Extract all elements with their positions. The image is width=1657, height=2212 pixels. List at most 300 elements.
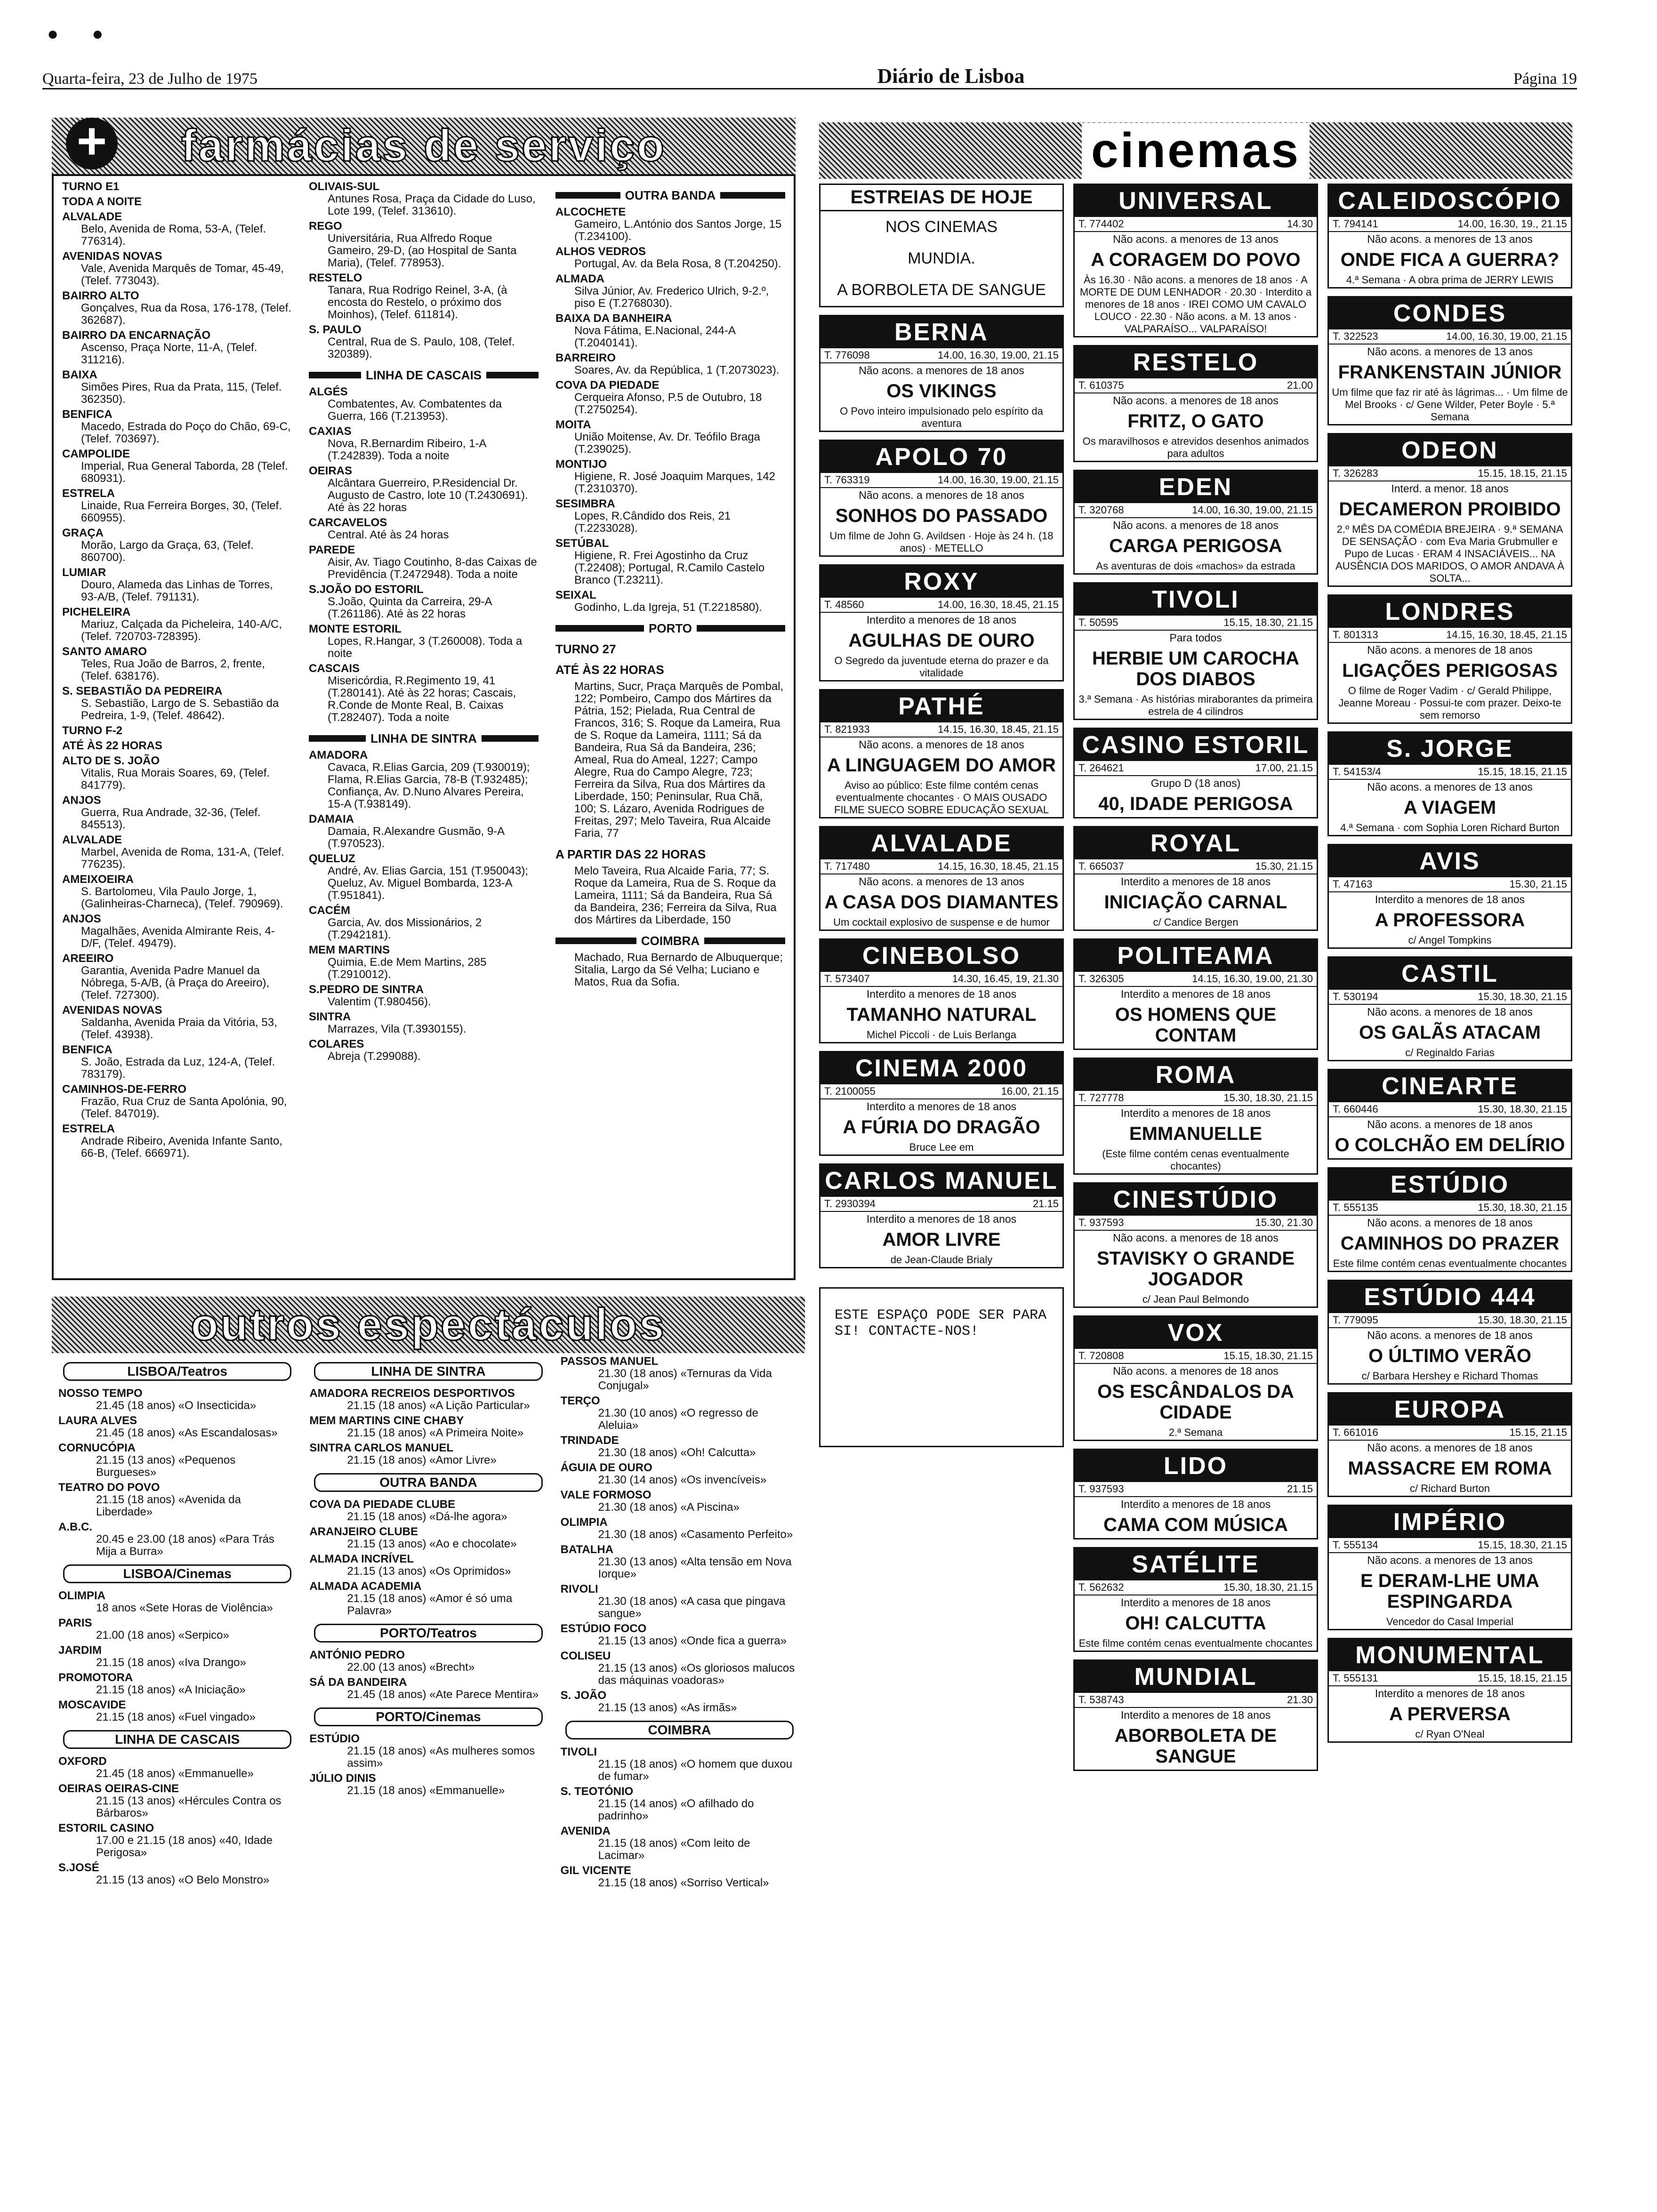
pharmacy-place: SEIXAL bbox=[555, 589, 596, 601]
cinema-info-line bbox=[1075, 1349, 1317, 1364]
venue-show: 21.15 (13 anos) «Ao e chocolate» bbox=[347, 1538, 517, 1550]
film-title: A VIAGEM bbox=[1403, 797, 1496, 818]
pharmacy-entry bbox=[309, 1038, 539, 1063]
pharmacy-detail: Cerqueira Afonso, P.5 de Outubro, 18 (T.2750254). bbox=[574, 391, 762, 416]
venue-name: PROMOTORA bbox=[58, 1671, 133, 1684]
cinema-info-line bbox=[1329, 877, 1571, 892]
cinema-times: 21.00 bbox=[1287, 379, 1313, 391]
venue-name: PARIS bbox=[58, 1617, 92, 1629]
porto-turno: TURNO 27 bbox=[555, 642, 616, 656]
cinema-card bbox=[1073, 728, 1318, 818]
venue-show: 18 anos «Sete Horas de Violência» bbox=[96, 1602, 273, 1614]
age-classification: Interdito a menores de 18 anos bbox=[1375, 893, 1525, 906]
pharmacy-entry bbox=[62, 409, 292, 445]
venue-entry bbox=[561, 1489, 798, 1514]
porto-after-22-text: Melo Taveira, Rua Alcaide Faria, 77; S. Roque da Lameira, Rua de S. Roque da Lameira, 1111; Sá da Bandeira, Rua Sá da Bandeira, 236; Ferreira da Silva, Rua dos Mártires da Liberdade, 150 bbox=[574, 865, 777, 926]
pharmacy-detail: S. Sebastião, Largo de S. Sebastião da Pedreira, 1-9, (Telef. 48642). bbox=[81, 697, 279, 722]
cinema-info-line bbox=[820, 598, 1062, 613]
film-title: SONHOS DO PASSADO bbox=[835, 505, 1048, 526]
pharmacy-place: ALTO DE S. JOÃO bbox=[62, 754, 160, 767]
venue-name: MOSCAVIDE bbox=[58, 1699, 126, 1711]
pharmacy-entry bbox=[309, 663, 539, 724]
cinema-info-line bbox=[1075, 1216, 1317, 1231]
pharmacy-place: ALCOCHETE bbox=[555, 206, 626, 218]
cinema-card bbox=[1327, 296, 1572, 425]
cinema-phone: T. 2930394 bbox=[824, 1198, 876, 1210]
venue-name: PASSOS MANUEL bbox=[560, 1355, 659, 1368]
pharmacy-detail: Mariuz, Calçada da Picheleira, 140-A/C, (Telef. 720703-728395). bbox=[81, 618, 282, 643]
pharmacy-place: COVA DA PIEDADE bbox=[555, 379, 660, 392]
pharmacy-place: AVENIDAS NOVAS bbox=[62, 1004, 162, 1017]
venue-show: 21.45 (18 anos) «Ate Parece Mentira» bbox=[347, 1688, 539, 1701]
section-heading: PORTO bbox=[555, 622, 785, 634]
venue-group-heading: LISBOA/Cinemas bbox=[63, 1564, 291, 1583]
age-classification: Interdito a menores de 18 anos bbox=[1375, 1687, 1525, 1699]
pharmacy-entry bbox=[309, 749, 539, 810]
cinema-info-line bbox=[1329, 990, 1571, 1005]
pharmacy-place: AMADORA bbox=[309, 749, 368, 761]
coimbra-text: Machado, Rua Bernardo de Albuquerque; Sitalia, Largo da Sé Velha; Luciano e Matos, Rua da Sofia. bbox=[574, 951, 783, 988]
film-notes: 2.ª Semana bbox=[1168, 1427, 1223, 1438]
age-classification: Interdito a menores de 18 anos bbox=[1120, 1596, 1271, 1609]
newspaper-title: Diário de Lisboa bbox=[877, 64, 1025, 88]
film-notes: c/ Reginaldo Farias bbox=[1405, 1047, 1495, 1058]
pharmacy-detail: Vale, Avenida Marquês de Tomar, 45-49, (Telef. 773043). bbox=[81, 262, 284, 287]
film-title: A CORAGEM DO POVO bbox=[1091, 249, 1301, 270]
cinema-times: 21.15 bbox=[1032, 1198, 1059, 1210]
venue-group-heading: LINHA DE SINTRA bbox=[314, 1362, 542, 1381]
pharmacy-detail: Garcia, Av. dos Missionários, 2 (T.2942181). bbox=[328, 916, 482, 941]
estreias-line: NOS CINEMAS bbox=[885, 218, 998, 236]
cinema-times: 15.15, 18.30, 21.15 bbox=[1223, 1350, 1313, 1362]
venue-name: COVA DA PIEDADE CLUBE bbox=[309, 1498, 456, 1511]
cinema-card bbox=[1073, 1449, 1318, 1539]
venue-show: 21.15 (18 anos) «Fuel vingado» bbox=[96, 1711, 256, 1723]
pharmacy-entry bbox=[62, 913, 292, 950]
film-title: INICIAÇÃO CARNAL bbox=[1104, 892, 1287, 913]
venue-name: S.JOSÉ bbox=[58, 1861, 99, 1874]
cinema-name: UNIVERSAL bbox=[1075, 185, 1317, 217]
venue-entry bbox=[561, 1544, 798, 1580]
cinema-name: APOLO 70 bbox=[820, 441, 1062, 473]
venue-name: S. TEOTÓNIO bbox=[560, 1785, 634, 1798]
cinema-card bbox=[1327, 1280, 1572, 1385]
venue-show: 20.45 e 23.00 (18 anos) «Para Trás Mija a Burra» bbox=[96, 1533, 274, 1558]
pharmacy-place: CAMINHOS-DE-FERRO bbox=[62, 1083, 186, 1096]
pharmacy-detail: Guerra, Rua Andrade, 32-36, (Telef. 845513). bbox=[81, 806, 261, 831]
cinema-name: ROMA bbox=[1075, 1059, 1317, 1091]
cinema-name: ALVALADE bbox=[820, 827, 1062, 859]
pharmacy-entry bbox=[309, 813, 539, 850]
pharmacy-place: PAREDE bbox=[309, 544, 355, 556]
pharmacy-detail: Linaide, Rua Ferreira Borges, 30, (Telef. 660955). bbox=[81, 499, 282, 524]
film-title: OS HOMENS QUE CONTAM bbox=[1115, 1004, 1277, 1046]
cinema-phone: T. 610375 bbox=[1078, 379, 1124, 391]
venue-entry bbox=[58, 1442, 296, 1479]
venue-entry bbox=[561, 1435, 798, 1459]
film-notes: Às 16.30 · Não acons. a menores de 18 anos · A MORTE DE DUM LENHADOR · 20.30 · Interdito a menores de 18 anos · IREI COMO UM CAVALO LOUCO · 22.30 · Não acons. a M. 13 anos · VALPARAÍSO... VALPARAÍSO! bbox=[1079, 274, 1312, 335]
estreias-line: A BORBOLETA DE SANGUE bbox=[837, 281, 1046, 299]
venue-entry bbox=[58, 1672, 296, 1696]
section-heading: LINHA DE SINTRA bbox=[309, 732, 539, 745]
cinema-name: AVIS bbox=[1329, 845, 1571, 877]
venue-name: NOSSO TEMPO bbox=[58, 1387, 143, 1400]
pharmacy-entry bbox=[309, 853, 539, 902]
cinema-info-line bbox=[1075, 1482, 1317, 1497]
cinema-phone: T. 322523 bbox=[1333, 330, 1378, 342]
film-title: OH! CALCUTTA bbox=[1125, 1613, 1266, 1634]
cinema-info-line bbox=[820, 1084, 1062, 1099]
cinema-card bbox=[1073, 1058, 1318, 1175]
pharmacy-detail: Macedo, Estrada do Poço do Chão, 69-C, (Telef. 703697). bbox=[81, 420, 291, 445]
cinema-name: LIDO bbox=[1075, 1450, 1317, 1482]
film-title: CARGA PERIGOSA bbox=[1109, 536, 1282, 556]
cinema-phone: T. 573407 bbox=[824, 973, 870, 985]
venue-show: 21.15 (18 anos) «Dá-lhe agora» bbox=[347, 1510, 507, 1523]
pharmacy-entry bbox=[62, 1004, 292, 1041]
film-title: ABORBOLETA DE SANGUE bbox=[1114, 1725, 1277, 1767]
pharmacy-entry bbox=[62, 685, 292, 722]
pharmacy-place: ESTRELA bbox=[62, 487, 115, 500]
cinema-times: 14.00, 16.30, 19., 21.15 bbox=[1457, 218, 1567, 230]
pharmacy-entry bbox=[555, 313, 785, 349]
venue-entry bbox=[561, 1786, 798, 1822]
cinema-card bbox=[1327, 1505, 1572, 1630]
pharmacy-place: GRAÇA bbox=[62, 527, 104, 539]
venue-show: 21.15 (13 anos) «Onde fica a guerra» bbox=[598, 1635, 787, 1647]
pharmacy-place: ALHOS VEDROS bbox=[555, 245, 646, 258]
pharmacy-entry bbox=[555, 273, 785, 310]
venue-name: OEIRAS OEIRAS-CINE bbox=[58, 1782, 179, 1795]
cinema-phone: T. 717480 bbox=[824, 860, 870, 872]
pharmacy-detail: Central, Rua de S. Paulo, 108, (Telef. 320389). bbox=[328, 336, 515, 361]
cinema-card bbox=[1073, 1182, 1318, 1308]
venue-entry bbox=[58, 1387, 296, 1412]
venue-show: 21.15 (13 anos) «Pequenos Burgueses» bbox=[96, 1454, 236, 1479]
cinema-info-line bbox=[820, 859, 1062, 874]
pharmacy-entry bbox=[62, 211, 292, 248]
pharmacy-place: SETÚBAL bbox=[555, 537, 609, 550]
cinema-card bbox=[1073, 1315, 1318, 1441]
film-notes: 3.ª Semana · As histórias miraborantes da primeira estrela de 4 cilindros bbox=[1078, 693, 1313, 717]
cinema-info-line bbox=[1075, 616, 1317, 631]
pharmacy-entry bbox=[309, 944, 539, 981]
venue-show: 21.15 (18 anos) «Avenida da Liberdade» bbox=[96, 1493, 241, 1518]
film-notes: Um filme que faz rir até às lágrimas... · Um filme de Mel Brooks · c/ Gene Wilder, Peter Boyle · 5.ª Semana bbox=[1332, 386, 1568, 423]
pharmacy-place: S.PEDRO DE SINTRA bbox=[309, 983, 424, 996]
venue-name: OLIMPIA bbox=[58, 1589, 105, 1602]
venue-name: A.B.C. bbox=[58, 1521, 92, 1533]
pharmacy-entry bbox=[62, 725, 292, 737]
cinema-card bbox=[819, 315, 1064, 432]
film-title: STAVISKY O GRANDE JOGADOR bbox=[1096, 1248, 1295, 1290]
venue-name: LAURA ALVES bbox=[58, 1414, 137, 1427]
cinema-times: 15.30, 18.30, 21.15 bbox=[1478, 991, 1567, 1002]
cinema-times: 15.30, 21.15 bbox=[1255, 860, 1313, 872]
cinema-column-3 bbox=[1327, 184, 1572, 1750]
pharmacy-place: CARCAVELOS bbox=[309, 516, 387, 529]
venue-show: 21.15 (18 anos) «A Primeira Noite» bbox=[347, 1427, 524, 1439]
venue-name: SINTRA CARLOS MANUEL bbox=[309, 1442, 454, 1454]
cinema-card bbox=[1073, 345, 1318, 462]
pharmacy-detail: Gameiro, L.António dos Santos Jorge, 15 (T.234100). bbox=[574, 218, 782, 243]
venue-entry bbox=[58, 1699, 296, 1723]
venue-name: OXFORD bbox=[58, 1755, 107, 1768]
venue-name: ESTORIL CASINO bbox=[58, 1822, 154, 1835]
film-title: 40, IDADE PERIGOSA bbox=[1098, 793, 1293, 814]
pharmacy-detail: Silva Júnior, Av. Frederico Ulrich, 9-2.º, piso E (T.2768030). bbox=[574, 285, 769, 310]
cinema-times: 14.00, 16.30, 18.45, 21.15 bbox=[938, 599, 1059, 610]
pharmacy-place: AMEIXOEIRA bbox=[62, 873, 134, 886]
pharmacy-detail: Abreja (T.299088). bbox=[328, 1050, 421, 1063]
pharmacy-place: ALVALADE bbox=[62, 210, 122, 223]
cinema-card bbox=[819, 564, 1064, 681]
venue-entry bbox=[561, 1623, 798, 1647]
cinema-phone: T. 727778 bbox=[1078, 1092, 1124, 1104]
cinema-times: 15.15, 18.15, 21.15 bbox=[1478, 467, 1567, 479]
cinema-name: CINEMA 2000 bbox=[820, 1052, 1062, 1084]
cinema-card bbox=[819, 1163, 1064, 1268]
age-classification: Não acons. a menores de 18 anos bbox=[1113, 394, 1279, 407]
age-classification: Não acons. a menores de 18 anos bbox=[1367, 1118, 1533, 1130]
pharmacy-place: PICHELEIRA bbox=[62, 606, 131, 618]
cinema-phone: T. 2100055 bbox=[824, 1085, 876, 1097]
cinema-times: 15.30, 18.30, 21.15 bbox=[1223, 1092, 1313, 1104]
cinema-card bbox=[819, 440, 1064, 557]
pharmacy-banner: farmácias de serviço bbox=[52, 118, 796, 174]
cinema-phone: T. 54153/4 bbox=[1333, 766, 1381, 777]
cinema-times: 15.30, 18.30, 21.15 bbox=[1478, 1103, 1567, 1115]
pharmacy-entry bbox=[555, 419, 785, 456]
venue-show: 21.30 (18 anos) «A casa que pingava sangue» bbox=[598, 1595, 786, 1620]
film-notes: Bruce Lee em bbox=[909, 1141, 974, 1153]
venue-name: ALMADA ACADEMIA bbox=[309, 1580, 422, 1593]
venue-show: 21.15 (18 anos) «Iva Drango» bbox=[96, 1656, 246, 1669]
section-heading: LINHA DE CASCAIS bbox=[309, 369, 539, 381]
pharmacy-place: OLIVAIS-SUL bbox=[309, 180, 380, 193]
pharmacy-detail: Magalhães, Avenida Almirante Reis, 4-D/F, (Telef. 49479). bbox=[81, 925, 275, 950]
pharmacy-entry bbox=[309, 544, 539, 581]
pharmacy-place: COLARES bbox=[309, 1038, 364, 1050]
film-notes: Um filme de John G. Avildsen · Hoje às 24 h. (18 anos) · METELLO bbox=[829, 530, 1054, 554]
pharmacy-detail: Nova, R.Bernardim Ribeiro, 1-A (T.242839). Toda a noite bbox=[328, 437, 486, 462]
cinema-phone: T. 50595 bbox=[1078, 617, 1118, 628]
venue-entry bbox=[309, 1499, 547, 1523]
cinema-info-line bbox=[1329, 329, 1571, 345]
film-title: TAMANHO NATURAL bbox=[846, 1004, 1037, 1025]
venue-name: AMADORA RECREIOS DESPORTIVOS bbox=[309, 1387, 515, 1400]
venue-show: 21.15 (18 anos) «Com leito de Lacimar» bbox=[598, 1837, 750, 1862]
cinema-card bbox=[1327, 1392, 1572, 1497]
pharmacy-entry bbox=[62, 834, 292, 871]
film-notes: Michel Piccoli · de Luis Berlanga bbox=[867, 1029, 1016, 1041]
cinema-info-line bbox=[1329, 1201, 1571, 1216]
venue-entry bbox=[58, 1590, 296, 1614]
venue-entry bbox=[561, 1746, 798, 1783]
cinema-name: TIVOLI bbox=[1075, 584, 1317, 616]
film-notes: Vencedor do Casal Imperial bbox=[1386, 1616, 1514, 1627]
pharmacy-entry bbox=[62, 448, 292, 485]
film-notes: Este filme contém cenas eventualmente chocantes bbox=[1333, 1258, 1567, 1269]
film-notes: 4.ª Semana · com Sophia Loren Richard Burton bbox=[1340, 822, 1560, 834]
pharmacy-entry bbox=[62, 290, 292, 327]
pharmacy-detail: Quimia, E.de Mem Martins, 285 (T.2910012). bbox=[328, 956, 487, 981]
cinema-info-line bbox=[1075, 378, 1317, 393]
pharmacy-detail: Lopes, R.Cândido dos Reis, 21 (T.2233028). bbox=[574, 510, 731, 535]
venue-name: AVENIDA bbox=[560, 1825, 611, 1837]
cinema-info-line bbox=[1075, 503, 1317, 518]
cinema-info-line bbox=[1329, 217, 1571, 232]
venue-show: 21.30 (13 anos) «Alta tensão em Nova Iorque» bbox=[598, 1555, 792, 1580]
cinema-info-line bbox=[1329, 1102, 1571, 1117]
venue-entry bbox=[561, 1462, 798, 1486]
pharmacy-place: LUMIAR bbox=[62, 566, 106, 579]
venue-name: TIVOLI bbox=[560, 1746, 597, 1758]
venue-name: OLIMPIA bbox=[560, 1516, 608, 1529]
film-notes: O filme de Roger Vadim · c/ Gerald Philippe, Jeanne Moreau · Possui-te com prazer. Deixo-te sem remorso bbox=[1338, 685, 1561, 721]
cinema-card bbox=[819, 826, 1064, 931]
film-title: A LINGUAGEM DO AMOR bbox=[827, 755, 1056, 776]
venue-name: ALMADA INCRÍVEL bbox=[309, 1553, 414, 1565]
venue-entry bbox=[561, 1650, 798, 1687]
cinema-times: 15.15, 18.15, 21.15 bbox=[1478, 1672, 1567, 1684]
pharmacy-place: BENFICA bbox=[62, 1043, 113, 1056]
age-classification: Não acons. a menores de 13 anos bbox=[859, 875, 1024, 888]
cinema-times: 17.00, 21.15 bbox=[1255, 762, 1313, 774]
cinema-info-line bbox=[820, 348, 1062, 363]
film-title: MASSACRE EM ROMA bbox=[1348, 1458, 1552, 1479]
venue-entry bbox=[309, 1553, 547, 1578]
film-title: CAMA COM MÚSICA bbox=[1103, 1515, 1288, 1535]
pharmacy-detail: Alcântara Guerreiro, P.Residencial Dr. Augusto de Castro, lote 10 (T.2430691). Até às 22 horas bbox=[328, 477, 528, 514]
venue-show: 21.30 (14 anos) «Os invencíveis» bbox=[598, 1474, 767, 1486]
pharmacy-entry bbox=[555, 379, 785, 416]
cinema-card bbox=[1327, 1167, 1572, 1272]
pharmacy-entry bbox=[309, 1011, 539, 1035]
venue-name: MEM MARTINS CINE CHABY bbox=[309, 1414, 464, 1427]
pharmacy-detail: Andrade Ribeiro, Avenida Infante Santo, 66-B, (Telef. 666971). bbox=[81, 1135, 282, 1160]
age-classification: Não acons. a menores de 13 anos bbox=[1367, 345, 1533, 358]
cinema-times: 15.30, 18.30, 21.15 bbox=[1478, 1314, 1567, 1326]
pharmacy-entry bbox=[62, 953, 292, 1002]
cinema-name: EDEN bbox=[1075, 471, 1317, 503]
cinema-info-line bbox=[1075, 1580, 1317, 1595]
venue-group-heading: PORTO/Teatros bbox=[314, 1624, 542, 1643]
pharmacy-entry bbox=[555, 498, 785, 535]
cinema-card bbox=[1327, 1069, 1572, 1160]
pharmacy-detail: Higiene, R. Frei Agostinho da Cruz (T.22408); Portugal, R.Camilo Castelo Branco (T.23211). bbox=[574, 549, 765, 586]
cinema-card bbox=[1327, 956, 1572, 1061]
cinema-card bbox=[819, 938, 1064, 1043]
film-notes: c/ Candice Bergen bbox=[1153, 916, 1239, 928]
cinema-times: 14.15, 16.30, 19.00, 21.30 bbox=[1192, 973, 1313, 985]
cinema-card bbox=[1073, 938, 1318, 1050]
venue-name: BATALHA bbox=[560, 1543, 614, 1556]
pharmacy-entry bbox=[309, 517, 539, 541]
cinema-times: 14.00, 16.30, 19.00, 21.15 bbox=[938, 474, 1059, 486]
age-classification: Interdito a menores de 18 anos bbox=[1120, 1107, 1271, 1119]
venue-entry bbox=[309, 1387, 547, 1412]
film-title: EMMANUELLE bbox=[1129, 1123, 1263, 1144]
pharmacy-entry bbox=[555, 246, 785, 270]
cinema-times: 15.15, 18.30, 21.15 bbox=[1478, 1539, 1567, 1551]
venue-show: 21.30 (10 anos) «O regresso de Aleluia» bbox=[598, 1407, 758, 1432]
venue-entry bbox=[309, 1415, 547, 1439]
cinemas-banner: cinemas bbox=[819, 122, 1572, 179]
pharmacy-place: BAIRRO ALTO bbox=[62, 289, 139, 302]
pharmacy-entry bbox=[309, 220, 539, 269]
pharmacy-entry bbox=[309, 984, 539, 1008]
pharmacy-place: MONTIJO bbox=[555, 458, 607, 471]
venue-name: VALE FORMOSO bbox=[560, 1489, 652, 1501]
cinema-column-2 bbox=[1073, 184, 1318, 1779]
venue-show: 21.15 (18 anos) «Sorriso Vertical» bbox=[598, 1876, 769, 1889]
film-notes: c/ Richard Burton bbox=[1410, 1483, 1490, 1494]
cinema-phone: T. 801313 bbox=[1333, 629, 1378, 641]
age-classification: Interdito a menores de 18 anos bbox=[866, 614, 1017, 626]
pharmacy-place: S. PAULO bbox=[309, 323, 362, 336]
cinema-name: CINEBOLSO bbox=[820, 940, 1062, 972]
pharmacy-detail: Marbel, Avenida de Roma, 131-A, (Telef. 776235). bbox=[81, 846, 284, 871]
cinema-name: BERNA bbox=[820, 316, 1062, 348]
pharmacy-detail: Damaia, R.Alexandre Gusmão, 9-A (T.970523). bbox=[328, 825, 504, 850]
venue-entry bbox=[309, 1526, 547, 1550]
cinema-phone: T. 763319 bbox=[824, 474, 870, 486]
film-notes: Aviso ao público: Este filme contém cenas eventualmente chocantes · O MAIS OUSADO FILME SUECO SOBRE EDUCAÇÃO SEXUAL bbox=[834, 779, 1049, 816]
pharmacy-column-lisbon bbox=[54, 176, 300, 1278]
pharmacy-detail: Portugal, Av. da Bela Rosa, 8 (T.204250). bbox=[574, 257, 781, 270]
pharmacy-entry bbox=[555, 206, 785, 243]
cinema-times: 21.30 bbox=[1287, 1694, 1313, 1706]
pharmacy-entry bbox=[309, 386, 539, 423]
venue-entry bbox=[561, 1355, 798, 1392]
cinema-name: ODEON bbox=[1329, 434, 1571, 466]
cinema-card bbox=[1327, 1638, 1572, 1743]
film-notes: c/ Barbara Hershey e Richard Thomas bbox=[1361, 1370, 1538, 1382]
cinema-info-line bbox=[1329, 765, 1571, 780]
venue-name: TERÇO bbox=[560, 1395, 600, 1407]
cinema-name: RESTELO bbox=[1075, 346, 1317, 378]
age-classification: Não acons. a menores de 18 anos bbox=[1367, 1329, 1533, 1341]
cinema-name: CALEIDOSCÓPIO bbox=[1329, 185, 1571, 217]
other-shows-column-1 bbox=[52, 1355, 303, 2203]
venue-name: JARDIM bbox=[58, 1644, 102, 1657]
venue-show: 21.45 (18 anos) «Emmanuelle» bbox=[96, 1767, 254, 1780]
pharmacy-place: BAIRRO DA ENCARNAÇÃO bbox=[62, 329, 211, 342]
pharmacy-entry bbox=[555, 458, 785, 495]
cinema-card bbox=[1073, 1659, 1318, 1771]
cinema-phone: T. 937593 bbox=[1078, 1217, 1124, 1228]
venue-name: CORNUCÓPIA bbox=[58, 1442, 136, 1454]
pharmacy-place: BARREIRO bbox=[555, 352, 616, 364]
venue-entry bbox=[309, 1772, 547, 1797]
pharmacy-detail: Saldanha, Avenida Praia da Vitória, 53, (Telef. 43938). bbox=[81, 1016, 277, 1041]
pharmacy-detail: Cavaca, R.Elias Garcia, 209 (T.930019); Flama, R.Elias Garcia, 78-B (T.932485); Confiança, Av. D.Nuno Alvares Pereira, 15-A (T.938149). bbox=[328, 761, 530, 810]
pharmacy-entry bbox=[62, 874, 292, 910]
film-title: A FÚRIA DO DRAGÃO bbox=[843, 1117, 1040, 1138]
venue-show: 21.15 (18 anos) «Emmanuelle» bbox=[347, 1784, 505, 1797]
pharmacy-entry bbox=[62, 369, 292, 406]
pharmacy-entry bbox=[309, 272, 539, 321]
pharmacy-place: OEIRAS bbox=[309, 465, 353, 477]
age-classification: Interdito a menores de 18 anos bbox=[1120, 875, 1271, 888]
venue-name: ARANJEIRO CLUBE bbox=[309, 1525, 418, 1538]
cinema-times: 15.15, 18.30, 21.15 bbox=[1223, 617, 1313, 628]
cinema-times: 14.15, 16.30, 18.45, 21.15 bbox=[938, 860, 1059, 872]
pharmacy-entry bbox=[62, 646, 292, 682]
venue-entry bbox=[58, 1755, 296, 1780]
cinema-name: S. JORGE bbox=[1329, 733, 1571, 765]
